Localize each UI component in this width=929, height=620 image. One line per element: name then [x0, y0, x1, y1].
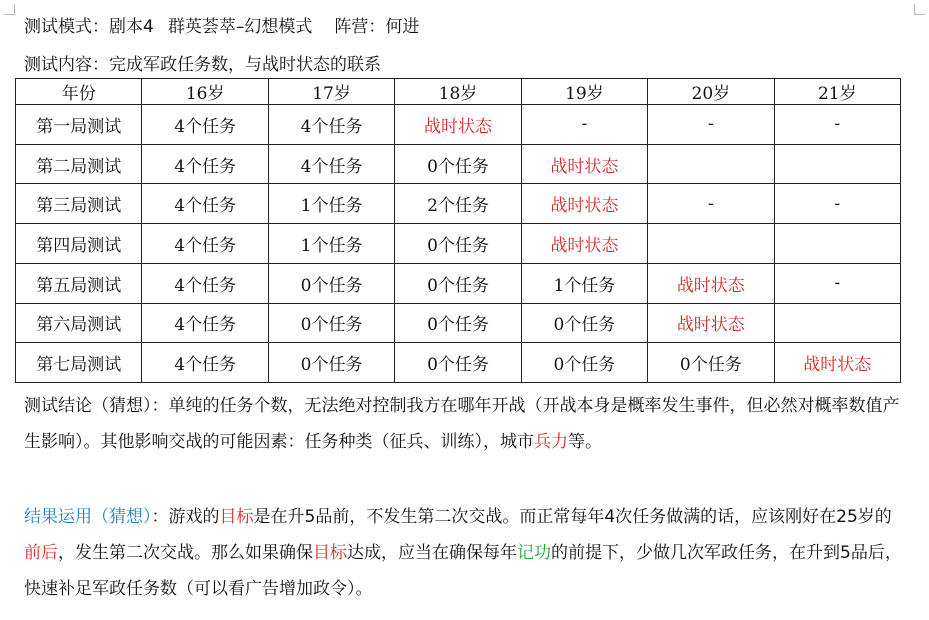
- table-cell: 战时状态: [521, 224, 647, 264]
- application-highlight-green: 记功: [517, 543, 551, 563]
- test-mode-line: [24, 12, 419, 37]
- table-cell: 1个任务: [268, 184, 394, 224]
- faction-label: 阵营：: [334, 17, 386, 37]
- mode-label: 测试模式：: [24, 17, 109, 37]
- table-cell: 0个任务: [395, 303, 521, 343]
- application-text: 的前提下，少做几次军政任务，在升到5品后，快速补足军政任务数（可以看广告增加政令）。: [24, 543, 902, 599]
- application-text: ：游戏的: [151, 507, 220, 527]
- table-cell: 战时状态: [648, 263, 774, 303]
- table-body: [16, 105, 901, 383]
- table-row: [16, 144, 901, 184]
- table-cell: 0个任务: [268, 263, 394, 303]
- conclusion-paragraph: [24, 388, 908, 460]
- table-cell: 战时状态: [521, 184, 647, 224]
- scenario-name: 群英荟萃–幻想模式: [167, 17, 313, 37]
- table-cell: 0个任务: [521, 343, 647, 383]
- table-cell: -: [774, 263, 900, 303]
- script-name: 剧本4: [109, 17, 154, 37]
- table-cell: 战时状态: [648, 303, 774, 343]
- table-row: [16, 224, 901, 264]
- table-cell: 1个任务: [521, 263, 647, 303]
- results-table: [15, 78, 901, 383]
- application-highlight: 前后: [24, 543, 58, 563]
- table-cell: 4个任务: [142, 303, 268, 343]
- table-cell: [648, 144, 774, 184]
- table-cell: 1个任务: [268, 224, 394, 264]
- table-cell: 0个任务: [268, 303, 394, 343]
- table-cell: -: [774, 184, 900, 224]
- column-header: 年份: [16, 79, 142, 105]
- application-text: 达成，应当在确保每年: [347, 543, 517, 563]
- table-cell: [774, 144, 900, 184]
- column-header: 18岁: [395, 79, 521, 105]
- column-header: 16岁: [142, 79, 268, 105]
- table-cell: [774, 303, 900, 343]
- page-corner-mark-right: [914, 4, 925, 15]
- table-cell: 4个任务: [142, 105, 268, 145]
- table-cell: 0个任务: [395, 263, 521, 303]
- test-content-line: 测试内容：完成军政任务数，与战时状态的联系: [24, 55, 381, 75]
- table-cell: 0个任务: [268, 343, 394, 383]
- table-row: [16, 303, 901, 343]
- row-label-cell: 第三局测试: [16, 184, 142, 224]
- table-cell: [648, 224, 774, 264]
- application-text: ，发生第二次交战。那么如果确保: [58, 543, 313, 563]
- row-label-cell: 第四局测试: [16, 224, 142, 264]
- table-cell: 0个任务: [648, 343, 774, 383]
- application-highlight: 目标: [219, 507, 254, 527]
- table-cell: 战时状态: [395, 105, 521, 145]
- table-cell: -: [774, 105, 900, 145]
- column-header: 17岁: [268, 79, 394, 105]
- table-cell: 4个任务: [268, 105, 394, 145]
- column-header: 20岁: [648, 79, 774, 105]
- table-row: [16, 343, 901, 383]
- conclusion-tail: 等。: [568, 432, 602, 452]
- column-header: 19岁: [521, 79, 647, 105]
- table-cell: -: [648, 105, 774, 145]
- table-row: [16, 105, 901, 145]
- table-cell: -: [648, 184, 774, 224]
- table-cell: 0个任务: [395, 343, 521, 383]
- table-cell: 2个任务: [395, 184, 521, 224]
- application-paragraph: [24, 499, 908, 607]
- table-row: [16, 184, 901, 224]
- table-cell: 4个任务: [142, 184, 268, 224]
- table-cell: 战时状态: [521, 144, 647, 184]
- conclusion-highlight: 兵力: [534, 432, 568, 452]
- table-cell: 4个任务: [268, 144, 394, 184]
- row-label-cell: 第六局测试: [16, 303, 142, 343]
- column-header: 21岁: [774, 79, 900, 105]
- table-cell: -: [521, 105, 647, 145]
- conclusion-text: 测试结论（猜想）：单纯的任务个数，无法绝对控制我方在哪年开战（开战本身是概率发生事件，但必然对概率数值产生影响）。其他影响交战的可能因素：任务种类（征兵、训练），城市: [24, 396, 900, 452]
- table-cell: [774, 224, 900, 264]
- row-label-cell: 第二局测试: [16, 144, 142, 184]
- table-cell: 4个任务: [142, 263, 268, 303]
- table-cell: 0个任务: [395, 144, 521, 184]
- row-label-cell: 第五局测试: [16, 263, 142, 303]
- application-label: 结果运用（猜想）: [24, 507, 152, 527]
- table-cell: 战时状态: [774, 343, 900, 383]
- table-cell: 4个任务: [142, 144, 268, 184]
- table-cell: 4个任务: [142, 224, 268, 264]
- table-cell: 0个任务: [395, 224, 521, 264]
- table-header-row: [16, 79, 901, 105]
- row-label-cell: 第七局测试: [16, 343, 142, 383]
- page-corner-mark-left: [4, 4, 15, 15]
- faction-name: 何进: [385, 17, 420, 37]
- table-cell: 0个任务: [521, 303, 647, 343]
- application-highlight: 目标: [313, 543, 347, 563]
- row-label-cell: 第一局测试: [16, 105, 142, 145]
- application-text: 是在升5品前，不发生第二次交战。而正常每年4次任务做满的话，应该刚好在25岁的: [253, 507, 892, 527]
- table-row: [16, 263, 901, 303]
- table-cell: 4个任务: [142, 343, 268, 383]
